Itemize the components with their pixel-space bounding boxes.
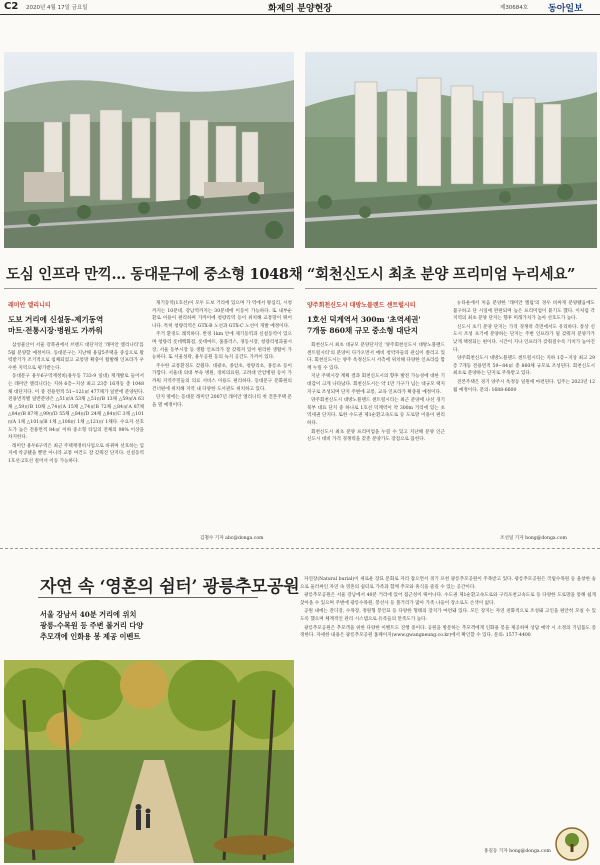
park-headline: 자연 속 ‘영혼의 쉼터’ 광릉추모공원 — [40, 577, 300, 597]
divider — [305, 288, 597, 289]
left-byline: 김철수 기자 abc@donga.com — [200, 536, 264, 541]
deck-line: 광릉-수목원 등 주변 볼거리 다양 — [40, 621, 144, 630]
right-body-col2: 뉴타운에서 처음 분양한 '래미안 엘림'의 경우 비싸게 분양됐음에도 불구하고 단 시일에 완판되며 높은 프리미엄이 붙기도 했다. 이처럼 각 지역의 최초 분양 단지는 향후 미래가치가 높아 선호도가 높다. 신도시 초기 분양 단지는 가격 경쟁력 측면에서도 유리하다. 통상 신도시 조성 초기에 분양하는 단지는 주변 인프라가 덜 갖춰져 분양가가 낮게 책정되는 편이다. 시간이 지나 인프라가 갖춰질수록 가치가 높아진다. 양주회천신도시 대방노블랜드 센트럴시티는 지하 1층∼지상 최고 29층 7개동 전용면적 59∼84㎡ 총 860채 규모로 조성된다. 회천신도시 최초로 분양하는 단지로 주목받고 있다. 견본주택은 경기 양주시 옥정동 일원에 마련된다. 입주는 2023년 12월 예정이다. 문의: 1688-6600 — [453, 301, 595, 393]
deck-line: 추모객에 인화용 봉 제공 이벤트 — [40, 632, 141, 641]
park-byline: 홍길동 기자 hong@donga.com — [484, 849, 551, 854]
deck-line: 7개동 860채 규모 중소형 대단지 — [307, 326, 419, 335]
right-byline: 조선일 기자 hong@donga.com — [500, 536, 567, 541]
divider — [4, 288, 294, 289]
park-photo — [4, 660, 294, 863]
left-headline: 도심 인프라 만끽… 동대문구에 중소형 1048채 — [6, 266, 303, 283]
left-rendering-photo — [4, 52, 294, 248]
page-header — [0, 0, 600, 15]
deck-line: 도보 거리에 신설동-제기동역 — [8, 315, 104, 324]
park-body: 자연장(Natural burial)이 새로운 장묘 문화로 자리 잡으면서 경기 포천 광릉추모공원이 주목받고 있다. 광릉추모공원은 국립수목원 등 울창한 숲으로 둘러싸인 자연 속 영혼의 쉼터로 가족과 함께 추모와 휴식을 즐길 수 있는 공간이다. 광릉추모공원은 서울 강남에서 40분 거리에 있어 접근성이 뛰어나다. 수도권 제1순환고속도로와 구리포천고속도로 등 다양한 도로망을 통해 쉽게 찾아올 수 있으며 주변에 광릉수목원, 봉선사 등 볼거리가 많아 가족 나들이 장소로도 손색이 없다. 공원 내에는 잔디장, 수목장, 정원형 봉안묘 등 다양한 형태의 장지가 마련돼 있다. 모든 장지는 자연 친화적으로 조성돼 고인을 편안히 모실 수 있도록 했으며 체계적인 관리 시스템으로 유족들의 만족도가 높다. 광릉추모공원은 추모객을 위한 다양한 이벤트도 진행 중이다. 공원을 방문하는 추모객에게 인화용 봉을 제공하며 상담 예약 시 소정의 기념품도 증정한다. 자세한 내용은 광릉추모공원 홈페이지(www.gwangneung.co.kr)에서 확인할 수 있다. 문의: 1577-4400 — [300, 577, 596, 639]
right-rendering-photo — [305, 52, 597, 248]
section-divider — [0, 548, 600, 550]
park-deck — [40, 609, 143, 642]
park-emblem — [552, 826, 592, 862]
left-deck — [8, 314, 103, 336]
left-tag: 래미안 엘리니티 — [8, 302, 51, 309]
right-body-col1: 회천신도시 최초 대규모 분양단지인 '양주회천신도시 대방노블랜드 센트럴시티'의 분양이 다가오면서 예비 청약자들의 관심이 쏠리고 있다. 회천신도시는 양주 옥정신도시 서측에 위치해 다양한 인프라를 함께 누릴 수 있다. 지난 주택시장 계획 결과 회천신도시의 향후 발전 가능성에 대한 기대감이 크게 나타났다. 회천신도시는 약 1만 가구가 넘는 대규모 택지지구로 조성되며 단지 주변에 교통, 교육 인프라가 확충될 예정이다. 양주회천신도시 대방노블랜드 센트럴시티는 최근 분양에 나선 경기 북부 대표 단지 중 하나로 1호선 덕계역이 약 300m 거리에 있는 초역세권 단지다. 또한 수도권 제1순환고속도로 등 도로망 이용이 편리하다. 회천신도시 최초 분양 프리미엄을 누릴 수 있고 지난해 분양 인근 신도시 대비 가격 경쟁력을 갖춘 분양가도 장점으로 꼽힌다. — [307, 343, 445, 443]
page-number: C2 — [4, 1, 19, 12]
deck-line: 마트·전통시장·병원도 가까워 — [8, 326, 103, 335]
deck-line: 서울 강남서 40분 거리에 위치 — [40, 610, 137, 619]
left-body-col2: 제기동역(1호선)이 모두 도보 거리에 있으며 가 역에서 왕십리, 시청까지는 10분대, 강남역까지는 30분대에 이동이 가능하다. 또 내부순환로 이용이 편리하며 가까이에 청량리역 등이 위치해 교통망이 뛰어나다. 특히 청량리역은 GTX-B 노선과 GTX-C 노선이 개발 예정이다. 주거 환경도 쾌적하다. 반경 1km 안에 제기동역과 신설동역이 있으며 청량리 롯데백화점, 롯데마트, 홈플러스, 경동시장, 청량리청과물시장, 서울 동부시장 등 생활 인프라가 잘 갖춰져 있어 편리한 생활이 가능하다. 또 서울성곽, 용두공원 등의 녹지 공간도 가까이 있다. 주수한 교통환경도 갖췄다. 대광초, 종암초, 청량리초, 홍릉초 등이 가깝다. 서울대 의대 부속 병원, 경희의료원, 고려대 안암병원 등이 가까워 지역주민들의 의료 서비스 이용도 편리하다. 동대문구 문화원의 건너편에 위치해 지역 내 다양한 도서관도 위치하고 있다. 단지 옆에는 동대문 래미안 2007년 래미안 엘리니티 첫 견본주택 문을 열 예정이다. — [152, 301, 292, 408]
right-headline: “회천신도시 최초 분양 프리미엄 누리세요” — [307, 266, 576, 283]
left-body-col1: 삼성물산이 서울 강북권에서 브랜드 대단지인 '래미안 엘리니티'를 5월 분양할 예정이다. 동대문구는 지난해 용답5주택을 중심으로 활력받기가 조기적으로 침체되었고 교통망 확충이 활발해 인프라가 우수한 지역으로 평가받는다. 동대문구 용두6구역재정비(용두동 733-9 일대) 재개발로 들어서는 래미안 엘리니티는 지하 6층∼지상 최고 23층 16개동 총 1048채 대단지다. 이 중 전용면적 51∼121㎡ 477채가 일반에 분양된다. 전용면적별 일반분양은 △51㎡A 53채 △51㎡B 13채 △59㎡A 63채 △59㎡B 10채 △74㎡A 15채 △74㎡B 72채 △84㎡A 87채 △84㎡B 87채 △99㎡D 55채 △84㎡D 24채 △84㎡C 3채 △101㎡A 1채 △101㎡B 1채 △108㎡ 1채 △121㎡ 1채다. 수요자 선호도가 높은 전용면적 84㎡ 이하 중소형 타입의 전체의 98% 이상을 차지한다. 래미안 용두6구역은 최근 주택재정비사업으로 바뀌며 선호하는 입지에 착공됐을 뿐만 아니라 교통 여건도 잘 갖춰진 단지다. 신설동역 1호선·2호선 걸어서 이동 가능하다. — [8, 343, 144, 464]
right-tag: 양주회천신도시 대방노블랜드 센트럴시티 — [307, 302, 416, 309]
right-deck — [307, 314, 421, 336]
deck-line: 1호선 덕계역서 300m '초역세권' — [307, 315, 421, 324]
divider — [38, 597, 258, 598]
section-title: 화제의 분양현장 — [268, 4, 332, 14]
issue-number: 제30684호 — [500, 5, 529, 11]
newspaper-brand: 동아일보 — [548, 4, 583, 14]
issue-date: 2020년 4월 17일 금요일 — [26, 5, 88, 11]
